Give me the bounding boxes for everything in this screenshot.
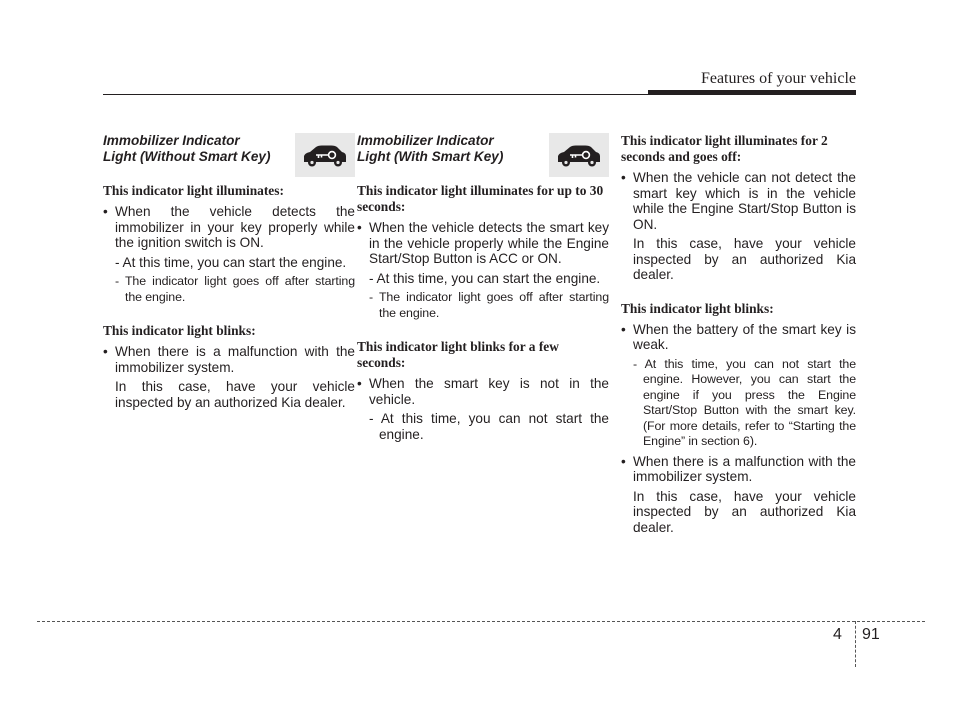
sub-item: - At this time, you can start the engine. [369,270,601,286]
section-title-line-2: Light (Without Smart Key) [103,149,271,164]
bullet-item: • When the vehicle can not detect the smart key which is in the vehicle while the Engine Start/Stop Button is ON. [621,170,856,232]
sub-item: - The indicator light goes off after starting the engine. [115,274,355,304]
page-number: 91 [862,626,880,643]
bullet-text: When the vehicle can not detect the smart key which is in the vehicle while the Engine Start/Stop Button is ON. [633,170,856,232]
bullet-item: • When there is a malfunction with the immobilizer system. [103,344,355,375]
bullet-text: When the smart key is not in the vehicle. [369,376,609,407]
section-title-line-1: Immobilizer Indicator [103,133,240,148]
header-bar [648,90,856,95]
bullet-text: When the vehicle detects the immobilizer in your key properly while the ignition switch is ON. [115,204,355,250]
subheading: This indicator light illuminates: [103,183,284,198]
column-continued [621,133,856,539]
subheading: This indicator light blinks: [103,323,256,338]
bullet-item: • When there is a malfunction with the immobilizer system. [621,453,856,484]
section-title-line-1: Immobilizer Indicator [357,133,494,148]
paragraph: In this case, have your vehicle inspected by an authorized Kia dealer. [633,488,856,535]
column-with-smart-key [357,133,609,446]
car-key-indicator-icon [549,133,609,177]
section-title [357,133,537,165]
subheading: This indicator light illuminates for 2 seconds and goes off: [621,133,828,164]
bullet-text: When there is a malfunction with the immobilizer system. [633,453,856,484]
section-header [357,133,609,177]
car-key-indicator-icon [295,133,355,177]
bullet-text: When the vehicle detects the smart key in the vehicle properly while the Engine Start/Stop Button is ACC or ON. [369,220,609,266]
subheading: This indicator light blinks for a few seconds: [357,339,559,370]
bullet-item: • When the smart key is not in the vehicle. [357,376,609,407]
sub-item: - At this time, you can not start the engine. [369,411,609,442]
paragraph: In this case, have your vehicle inspected by an authorized Kia dealer. [115,379,355,410]
bullet-text: When there is a malfunction with the immobilizer system. [115,344,355,375]
bullet-text: When the battery of the smart key is weak. [633,321,856,352]
chapter-number: 4 [833,626,842,643]
subheading: This indicator light illuminates for up to 30 seconds: [357,183,604,214]
footer-divider [855,621,856,667]
sub-item: - The indicator light goes off after starting the engine. [369,290,609,320]
subheading: This indicator light blinks: [621,300,774,316]
footer-rule [37,621,925,622]
column-without-smart-key [103,133,355,414]
bullet-item: • When the vehicle detects the smart key in the vehicle properly while the Engine Start/Stop Button is ACC or ON. [357,220,609,266]
bullet-item: • When the vehicle detects the immobilizer in your key properly while the ignition switch is ON. [103,204,355,250]
header-title: Features of your vehicle [700,70,856,87]
section-header [103,133,355,177]
section-title [103,133,283,165]
sub-item: - At this time, you can start the engine. [115,254,347,270]
paragraph: In this case, have your vehicle inspected by an authorized Kia dealer. [633,236,856,282]
sub-item: - At this time, you can not start the engine. However, you can start the engine if you press the Engine Start/Stop Button with the smart key. (For more details, refer to “Starting the Engine” in section 6). [633,356,856,448]
header-rule [103,94,648,95]
section-title-line-2: Light (With Smart Key) [357,149,504,164]
bullet-item: • When the battery of the smart key is weak. [621,321,856,352]
